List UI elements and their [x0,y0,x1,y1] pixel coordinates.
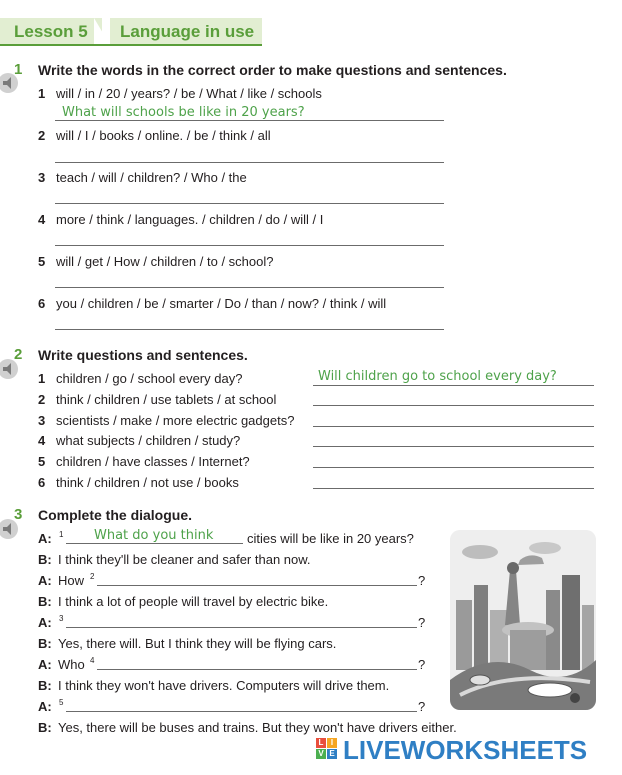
ex2-item-5 [38,454,250,469]
dialogue-line-a3 [38,615,58,630]
dialogue-text: I think they'll be cleaner and safer than now. [58,552,311,567]
question-mark: ? [418,657,426,672]
ex1-answer-line-4[interactable] [55,245,444,246]
lesson-label: Lesson 5 [14,22,88,41]
speaker-b: B: [38,594,52,609]
speaker-b: B: [38,636,52,651]
ex1-answer-line-2[interactable] [55,162,444,163]
speaker-b: B: [38,720,52,735]
ex2-item-2 [38,392,276,407]
dialogue-line-a5 [38,699,58,714]
item-number: 1 [38,371,46,386]
ex2-answer-line-3[interactable] [313,426,594,427]
item-number: 5 [38,254,46,269]
dialogue-line-a2 [38,573,84,588]
gap-number-5: 5 [59,698,64,707]
item-prompt: think / children / use tablets / at school [56,392,277,407]
item-number: 5 [38,454,46,469]
item-prompt: children / go / school every day? [56,371,243,386]
dialogue-text: I think a lot of people will travel by electric bike. [58,594,329,609]
exercise-1-title: Write the words in the correct order to make questions and sentences. [38,62,507,78]
lesson-header [0,18,262,45]
dialogue-text: Yes, there will be buses and trains. But they won't have drivers either. [58,720,457,735]
item-prompt: will / get / How / children / to / school? [56,254,274,269]
ex2-answer-1[interactable]: Will children go to school every day? [318,369,557,384]
ex3-answer-line-1[interactable] [66,543,243,544]
ex2-answer-line-4[interactable] [313,446,594,447]
ex1-answer-line-5[interactable] [55,287,444,288]
item-number: 2 [38,128,46,143]
page-title: Language in use [120,22,255,41]
logo-wordmark: LIVEWORKSHEETS [343,735,588,765]
dialogue-line-b1 [38,552,311,567]
gap-number-2: 2 [90,572,95,581]
item-prompt: teach / will / children? / Who / the [56,170,247,185]
dialogue-line-a4 [38,657,85,672]
item-prompt: what subjects / children / study? [56,433,241,448]
logo-letter-e: E [327,749,337,759]
speaker-b: B: [38,678,52,693]
dialogue-a1-rest: cities will be like in 20 years? [247,531,414,546]
item-prompt: scientists / make / more electric gadgets? [56,413,295,428]
item-prompt: children / have classes / Internet? [56,454,250,469]
item-number: 6 [38,475,46,490]
ex1-item-5 [38,254,273,269]
speaker-a: A: [38,657,52,672]
dialogue-line-b4 [38,678,389,693]
item-number: 4 [38,433,46,448]
logo-letter-v: V [316,749,326,759]
ex2-item-1 [38,371,242,386]
item-prompt: more / think / languages. / children / do / will / I [56,212,324,227]
ex3-answer-1[interactable]: What do you think [94,528,214,543]
ex1-answer-line-6[interactable] [55,329,444,330]
ex1-answer-line-1[interactable] [55,120,444,121]
dialogue-text: How [58,573,85,588]
exercise-2-number: 2 [14,346,23,363]
speaker-a: A: [38,615,52,630]
item-prompt: will / in / 20 / years? / be / What / like / schools [56,86,322,101]
exercise-3-number: 3 [14,506,23,523]
logo-letter-l: L [316,738,326,748]
question-mark: ? [418,573,426,588]
ex2-answer-line-5[interactable] [313,467,594,468]
ex1-answer-1[interactable]: What will schools be like in 20 years? [62,105,305,120]
item-number: 3 [38,170,46,185]
ex1-item-2 [38,128,271,143]
logo-letter-i: I [327,738,337,748]
dialogue-line-a1 [38,531,58,546]
ex2-item-4 [38,433,240,448]
dialogue-text: Yes, there will. But I think they will be flying cars. [58,636,337,651]
item-number: 6 [38,296,46,311]
item-prompt: think / children / not use / books [56,475,239,490]
ex1-item-3 [38,170,247,185]
exercise-2-title: Write questions and sentences. [38,347,248,363]
city-drawing [450,530,596,710]
item-number: 2 [38,392,46,407]
ex3-answer-line-4[interactable] [97,669,417,670]
ex2-answer-line-1[interactable] [313,385,594,386]
dialogue-line-b3 [38,636,336,651]
ex1-item-1 [38,86,322,101]
exercise-3-title: Complete the dialogue. [38,507,193,523]
speaker-a: A: [38,699,52,714]
ex2-answer-line-2[interactable] [313,405,594,406]
speaker-b: B: [38,552,52,567]
dialogue-line-b2 [38,594,328,609]
gap-number-3: 3 [59,614,64,623]
question-mark: ? [418,615,426,630]
ex3-answer-line-2[interactable] [97,585,417,586]
ex2-answer-line-6[interactable] [313,488,594,489]
future-city-illustration [450,530,596,710]
ex1-answer-line-3[interactable] [55,203,444,204]
item-number: 3 [38,413,46,428]
dialogue-text: I think they won't have drivers. Computers will drive them. [58,678,390,693]
ex2-item-6 [38,475,239,490]
ex3-answer-line-5[interactable] [66,711,417,712]
ex1-item-6 [38,296,386,311]
header-divider [94,18,110,45]
item-number: 4 [38,212,46,227]
gap-number-1: 1 [59,530,64,539]
item-prompt: you / children / be / smarter / Do / than / now? / think / will [56,296,387,311]
item-prompt: will / I / books / online. / be / think / all [56,128,271,143]
item-number: 1 [38,86,46,101]
ex3-answer-line-3[interactable] [66,627,417,628]
exercise-1-number: 1 [14,61,23,78]
ex1-item-4 [38,212,323,227]
speaker-a: A: [38,531,52,546]
speaker-a: A: [38,573,52,588]
dialogue-text: Who [58,657,85,672]
gap-number-4: 4 [90,656,95,665]
header-underline [0,44,262,46]
ex2-item-3 [38,413,294,428]
dialogue-line-b5 [38,720,457,735]
question-mark: ? [418,699,426,714]
